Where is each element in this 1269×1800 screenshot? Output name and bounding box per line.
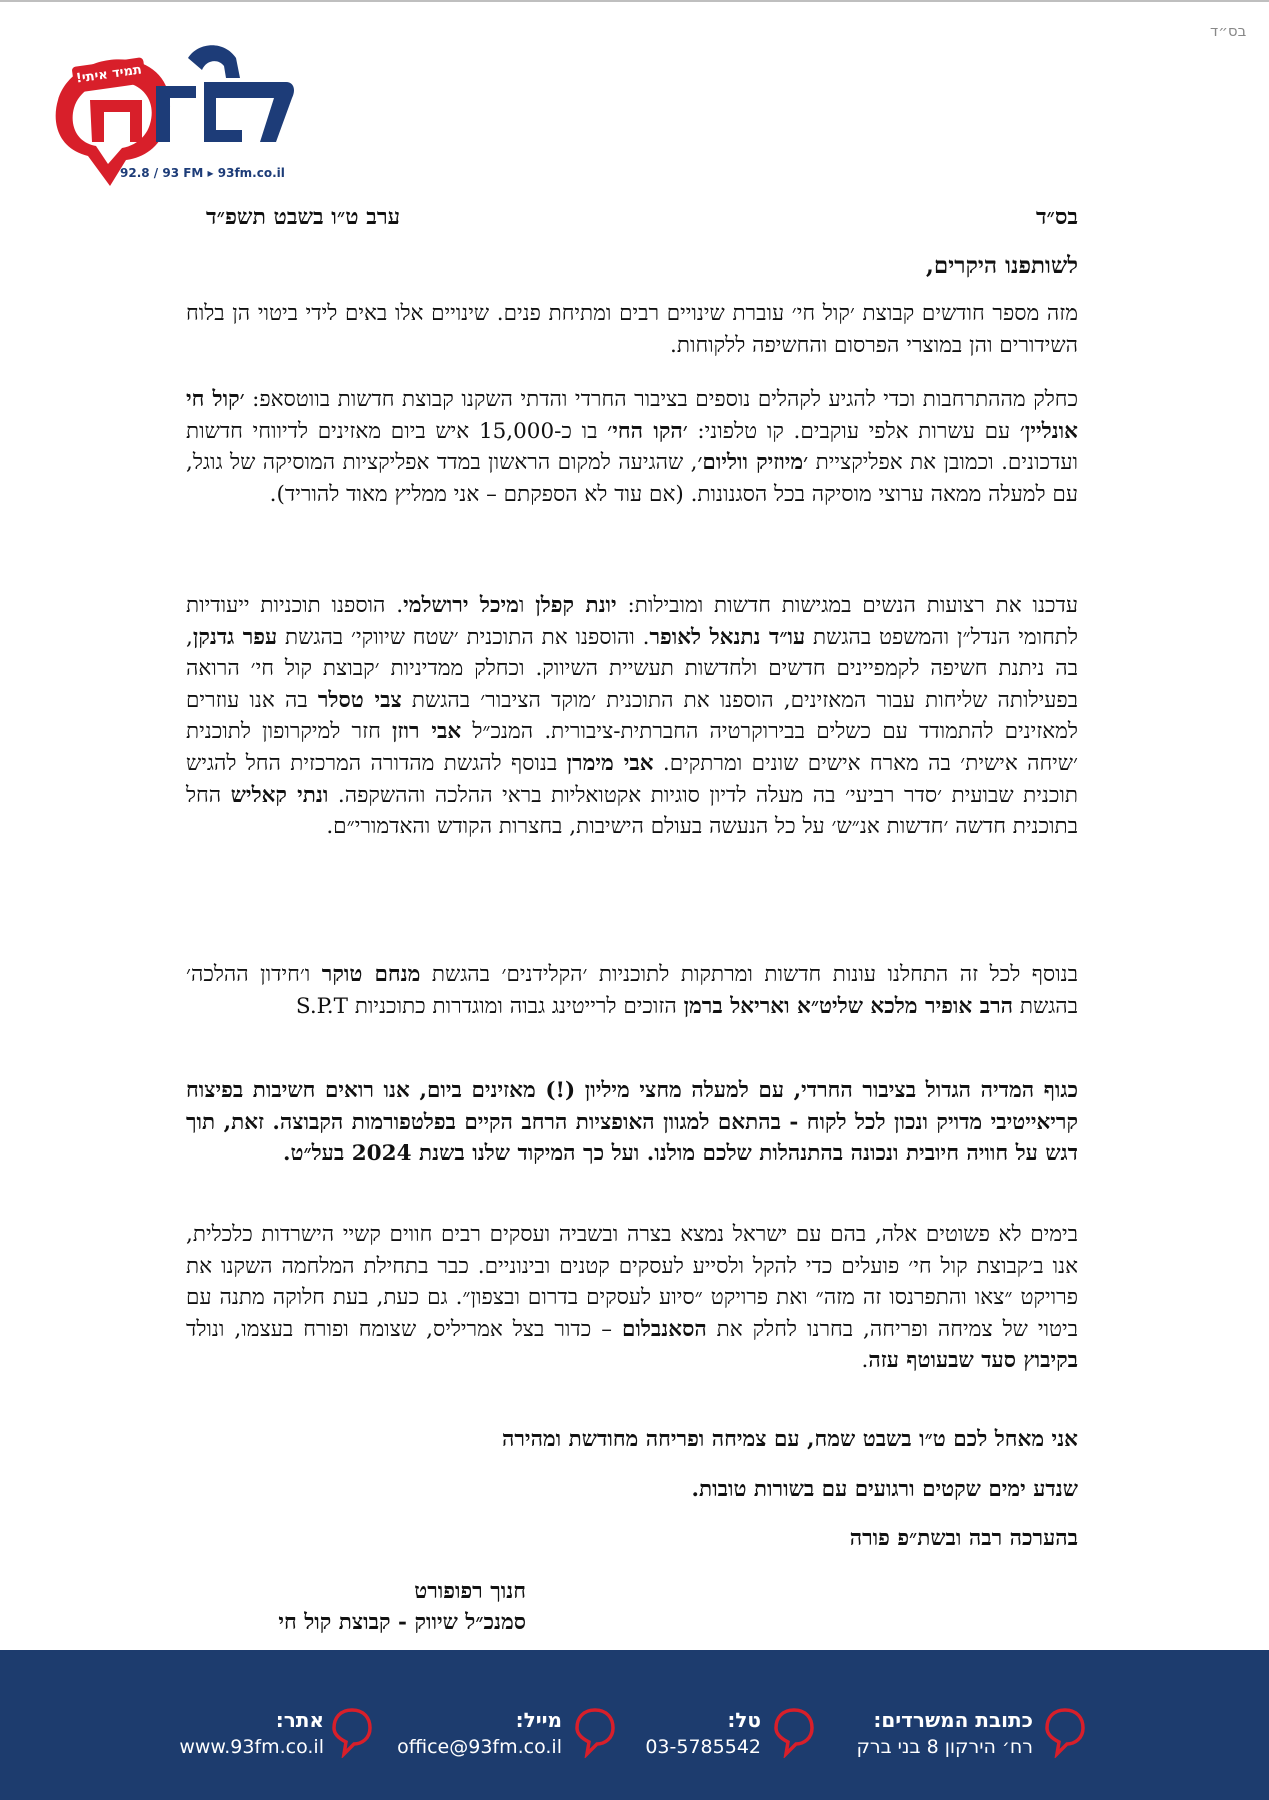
p2-text-g: , שהגיעה למקום הראשון במדד אפליקציות המוסיקה של גוגל, עם למעלה ממאה ערוצי מוסיקה בכל הסגנונות. (אם עוד לא הספקתם – אני ממליץ מאוד להוריד).	[186, 450, 1078, 507]
footer-phone-value[interactable]: 03-5785542	[645, 1736, 761, 1758]
footer-address-value: רח׳ הירקון 8 בני ברק	[856, 1736, 1033, 1758]
footer-mail-value[interactable]: office@93fm.co.il	[397, 1736, 562, 1758]
p6-text-c: – כדור בצל אמריליס, שצומח ופורח בעצמו, ונולד	[186, 1316, 622, 1342]
p3-text-c: ו	[518, 593, 536, 618]
p2-text-e: בו כ-15,000 איש ביום מאזינים לדיווחי חדשות ועדכונים. וכמובן את אפליקציית	[186, 418, 1078, 476]
header-date: ערב ט״ו בשבט תשפ״ד	[206, 204, 401, 230]
p2-whatsapp-group: ׳קול חי אונליין׳	[186, 387, 1078, 444]
p2-text-c: עם עשרות אלפי עוקבים. קו טלפוני:	[687, 418, 1020, 444]
p3-name-michal: מיכל ירושלמי	[403, 593, 519, 618]
p2-phone-line: ׳הקו החי׳	[607, 418, 688, 444]
p3-text-g: . והוספנו את התוכנית ׳שטח שיווקי׳ בהגשת	[277, 624, 650, 650]
footer-site-label: אתר:	[275, 1708, 324, 1732]
speech-bubble-icon	[1043, 1706, 1087, 1758]
p3-text-a: עדכנו את רצועות הנשים במגישות חדשות ומובילות:	[616, 593, 1079, 618]
closing-line-1: אני מאחל לכם ט״ו בשבט שמח, עם צמיחה ופריחה מחודשת ומהירה	[502, 1427, 1078, 1452]
signature-name: חנוך רפופורט	[414, 1579, 526, 1604]
p6-text-a: בימים לא פשוטים אלה, בהם עם ישראל נמצא בצרה ובשביה ועסקים רבים חווים קשיי הישרדות כלכלית, אנו ב׳קבוצת קול חי׳ פועלים כדי להקל ולסייע לעסקים קטנים ובינוניים. כבר בתחילת המלחמה השקנו את פרויקט ״צאו והתפרנסו זה מזה״ ואת פרויקט ״סיוע לעסקים בדרום ובצפון״. גם כעת, בעת חלוקה מתנה עם ביטוי של צמיחה ופריחה, בחרנו לחלק את	[186, 1222, 1078, 1342]
paragraph-6	[186, 1219, 1078, 1377]
p4-name-hosts: הרב אופיר מלכא שליט״א ואריאל ברמן	[683, 993, 1013, 1019]
p3-name-avi-rosen: אבי רוזן	[391, 719, 462, 745]
speech-bubble-icon	[772, 1706, 816, 1758]
p3-name-yonat: יונת קפלן	[535, 593, 617, 618]
p2-text-a: כחלק מההתרחבות וכדי להגיע לקהלים נוספים בציבור החרדי והדתי השקנו קבוצת חדשות בווטסאפ:	[244, 387, 1078, 412]
signature-title: סמנכ״ל שיווק - קבוצת קול חי	[278, 1610, 526, 1635]
header-bsd: בס״ד	[1035, 204, 1078, 230]
p3-text-o: בנוסף להגשת מהדורה המרכזית החל להגיש תוכנית שבועית ׳סדר רביעי׳ בה מעלה לדיון סוגיות אקטואליות בראי ההלכה וההשקפה.	[186, 750, 1079, 808]
p3-name-ofer: עפר גדנקן	[192, 624, 278, 650]
p4-name-menachem: מנחם טוקר	[321, 962, 421, 987]
p6-text-e: .	[861, 1348, 869, 1374]
footer-site	[179, 1708, 324, 1758]
logo-slogan: תמיד איתי!	[72, 57, 147, 93]
p3-text-e: . הוספנו תוכניות ייעודיות לתחומי הנדל״ן והמשפט בהגשת	[186, 593, 1078, 650]
page-marker: בס״ד	[1210, 22, 1247, 40]
p3-text-m: חזר למיקרופון לתוכנית ׳שיחה אישית׳ בה מארח אישים שונים ומרתקים.	[186, 719, 1078, 776]
kol-chai-logo	[48, 38, 298, 188]
p4-text-a: בנוסף לכל זה התחלנו עונות חדשות ומרתקות לתוכניות ׳הקלידנים׳ בהגשת	[420, 962, 1078, 987]
paragraph-3	[186, 590, 1078, 843]
logo-frequency: 92.8 / 93 FM ▸ 93fm.co.il	[120, 166, 285, 180]
footer-address	[856, 1708, 1033, 1758]
paragraph-5-text: כגוף המדיה הגדול בציבור החרדי, עם למעלה מחצי מיליון (!) מאזינים ביום, אנו רואים חשיבות בפיצוח קריאייטיבי מדויק ונכון לכל לקוח - בהתאם למגוון האופציות הרחב הקיים בפלטפורמות הקבוצה. זאת, תוך דגש על חוויה חיובית ונכונה בהתנהלות שלכם מולנו. ועל כך המיקוד שלנו בשנת 2024 בעל״ט.	[186, 1078, 1078, 1167]
paragraph-4-text	[186, 959, 1078, 1022]
top-border	[0, 0, 1269, 2]
footer-bar	[0, 1650, 1269, 1800]
paragraph-3-text	[186, 590, 1078, 843]
signature	[186, 1576, 526, 1638]
p3-name-avi-mimran: אבי מימרן	[566, 750, 654, 776]
p3-name-netanel: עו״ד נתנאל לאופר	[649, 624, 806, 650]
p3-text-q: החל בתוכנית חדשה ׳חדשות אנ״ש׳ על כל הנעשה בעולם הישיבות, בחצרות הקודש והאדמורי״ם.	[186, 782, 1078, 840]
speech-bubble-icon	[573, 1706, 617, 1758]
paragraph-1-text: מזה מספר חודשים קבוצת ׳קול חי׳ עוברת שינויים רבים ומתיחת פנים. שינויים אלו באים לידי ביטוי הן בלוח השידורים והן במוצרי הפרסום והחשיפה ללקוחות.	[186, 301, 1078, 358]
p4-text-c: ו׳חידון ההלכה׳ בהגשת	[186, 962, 1078, 1019]
p3-text-i: , בה ניתנת חשיפה לקמפיינים חדשים ולחדשות תעשיית השיווק. וכחלק ממדיניות ׳קבוצת קול חי׳ הרואה בפעילותה שליחות עבור המאזינים, הוספנו את התוכנית ׳מוקד הציבור׳ בהגשת	[186, 624, 1079, 713]
p6-sunblum: הסאנבלום	[621, 1316, 707, 1342]
p3-name-nati: ונתי קאליש	[230, 782, 329, 808]
paragraph-1	[186, 298, 1078, 361]
closing-line-3: בהערכה רבה ובשת״פ פורה	[849, 1526, 1078, 1551]
p4-text-e: הזוכים לרייטינג גבוה ומוגדרות כתוכניות S.P.T	[295, 993, 684, 1019]
paragraph-2-text	[186, 384, 1078, 510]
p3-text-k: בה אנו עוזרים למאזינים להתמודד עם כשלים בבירוקרטיה החברתית-ציבורית. המנכ״ל	[186, 687, 1078, 745]
footer-phone-label: טל:	[727, 1708, 761, 1732]
footer-address-label: כתובת המשרדים:	[873, 1708, 1033, 1732]
p2-music-app: ׳מיוזיק ווליום׳	[697, 450, 809, 476]
footer-site-value[interactable]: www.93fm.co.il	[179, 1736, 324, 1758]
greeting: לשותפנו היקרים,	[925, 252, 1078, 279]
p6-kibbutz: בקיבוץ סעד שבעוטף עזה	[868, 1348, 1078, 1374]
paragraph-6-text	[186, 1219, 1078, 1377]
p3-name-tzvi: צבי טסלר	[317, 687, 402, 713]
footer-mail-label: מייל:	[515, 1708, 562, 1732]
letter-header	[186, 204, 1078, 238]
paragraph-2	[186, 384, 1078, 510]
speech-bubble-icon	[330, 1706, 374, 1758]
paragraph-4	[186, 959, 1078, 1022]
footer-mail	[397, 1708, 562, 1758]
footer-phone	[645, 1708, 761, 1758]
closing-line-2: שנדע ימים שקטים ורגועים עם בשורות טובות.	[691, 1477, 1078, 1502]
paragraph-5	[186, 1075, 1078, 1170]
